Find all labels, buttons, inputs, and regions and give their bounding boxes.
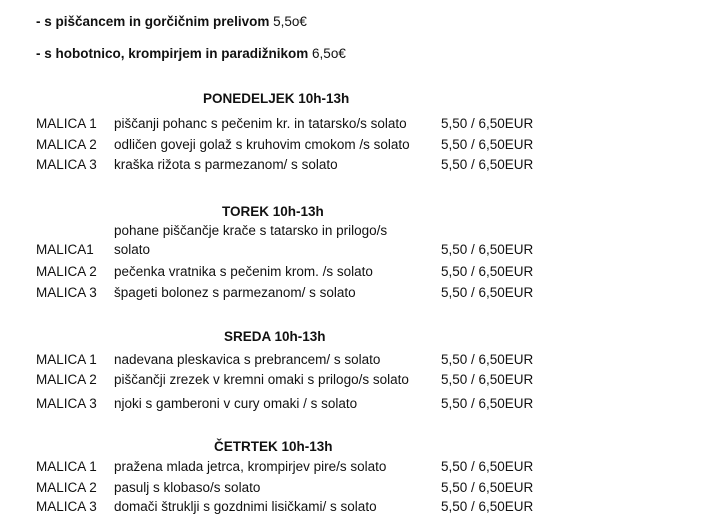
row-dish: odličen goveji golaž s kruhovim cmokom /s solato — [114, 137, 410, 152]
row-price: 5,50 / 6,50EUR — [441, 157, 534, 172]
row-code: MALICA 2 — [36, 372, 97, 387]
menu-item-octopus — [36, 46, 346, 61]
row-code: MALICA 3 — [36, 157, 97, 172]
row-price: 5,50 / 6,50EUR — [441, 372, 534, 387]
table-row — [36, 499, 716, 519]
row-price: 5,50 / 6,50EUR — [441, 264, 534, 279]
table-row — [36, 264, 716, 284]
row-dish-line2: solato — [114, 242, 151, 257]
table-row — [36, 137, 716, 157]
row-dish: nadevana pleskavica s prebrancem/ s solato — [114, 352, 381, 367]
row-price: 5,50 / 6,50EUR — [441, 499, 534, 514]
table-row — [36, 285, 716, 305]
row-price: 5,50 / 6,50EUR — [441, 459, 534, 474]
table-row — [36, 352, 716, 372]
row-dish: špageti bolonez s parmezanom/ s solato — [114, 285, 356, 300]
table-row — [36, 372, 716, 392]
day-title-thursday: ČETRTEK 10h-13h — [214, 439, 333, 454]
row-price: 5,50 / 6,50EUR — [441, 116, 534, 131]
menu-item-chicken-price: 5,5o€ — [273, 14, 307, 29]
row-dish-line1: pohane piščančje krače s tatarsko in prilogo/s — [114, 223, 388, 238]
row-code: MALICA 2 — [36, 480, 97, 495]
row-dish: pasulj s klobaso/s solato — [114, 480, 261, 495]
row-dish: piščančji zrezek v kremni omaki s prilogo/s solato — [114, 372, 409, 387]
day-title-monday: PONEDELJEK 10h-13h — [203, 91, 350, 106]
row-code: MALICA 1 — [36, 352, 97, 367]
table-row — [36, 157, 716, 177]
row-code: MALICA 3 — [36, 396, 97, 411]
table-row — [36, 480, 716, 500]
row-code: MALICA 3 — [36, 285, 97, 300]
row-dish: domači štruklji s gozdnimi lisičkami/ s solato — [114, 499, 377, 514]
table-row — [36, 459, 716, 479]
day-title-wednesday: SREDA 10h-13h — [224, 329, 326, 344]
row-price: 5,50 / 6,50EUR — [441, 480, 534, 495]
row-price: 5,50 / 6,50EUR — [441, 137, 534, 152]
row-price: 5,50 / 6,50EUR — [441, 396, 534, 411]
menu-item-octopus-text: - s hobotnico, krompirjem in paradižnikom — [36, 46, 309, 61]
table-row — [36, 116, 716, 136]
day-title-tuesday: TOREK 10h-13h — [222, 204, 324, 219]
row-code: MALICA 3 — [36, 499, 97, 514]
row-code: MALICA1 — [36, 242, 94, 257]
row-code: MALICA 2 — [36, 137, 97, 152]
row-price: 5,50 / 6,50EUR — [441, 242, 534, 257]
row-code: MALICA 1 — [36, 116, 97, 131]
row-code: MALICA 2 — [36, 264, 97, 279]
row-dish: kraška rižota s parmezanom/ s solato — [114, 157, 338, 172]
menu-item-chicken — [36, 14, 307, 29]
menu-item-octopus-price: 6,5o€ — [312, 46, 346, 61]
row-price: 5,50 / 6,50EUR — [441, 285, 534, 300]
row-dish: njoki s gamberoni v cury omaki / s solato — [114, 396, 358, 411]
row-dish: piščanji pohanc s pečenim kr. in tatarsko/s solato — [114, 116, 407, 131]
menu-item-chicken-text: - s piščancem in gorčičnim prelivom — [36, 14, 270, 29]
row-price: 5,50 / 6,50EUR — [441, 352, 534, 367]
row-dish: pečenka vratnika s pečenim krom. /s solato — [114, 264, 373, 279]
table-row — [36, 396, 716, 416]
row-dish: pražena mlada jetrca, krompirjev pire/s solato — [114, 459, 387, 474]
table-row — [36, 223, 716, 263]
row-code: MALICA 1 — [36, 459, 97, 474]
